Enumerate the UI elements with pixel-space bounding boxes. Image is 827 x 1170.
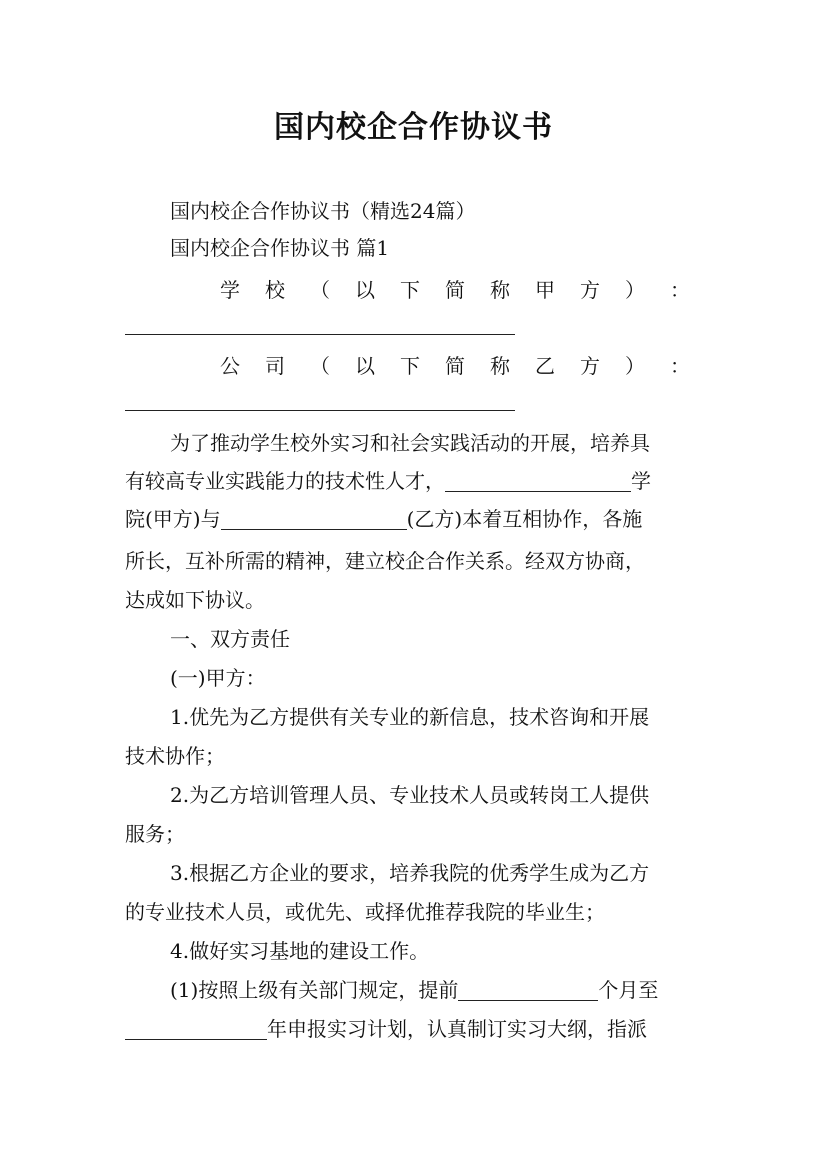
- party-b-char: 称: [490, 354, 510, 378]
- para1-line3: 院(甲方)与 (乙方)本着互相协作，各施: [125, 507, 643, 531]
- item1-line2: 技术协作；: [125, 744, 225, 768]
- para1-line2: 有较高专业实践能力的技术性人才， 学: [125, 469, 651, 493]
- para1-line1: 为了推动学生校外实习和社会实践活动的开展，培养具: [170, 431, 650, 455]
- party-a-char: 校: [265, 278, 285, 302]
- party-a-char: 下: [400, 278, 420, 302]
- item5-line1: (1)按照上级有关部门规定，提前 个月至: [170, 978, 659, 1002]
- party-b-char: ）: [625, 354, 645, 378]
- party-a-char: 以: [355, 278, 375, 302]
- year-blank: [125, 1017, 267, 1040]
- party-b-line: [220, 348, 690, 384]
- party-b-char: 下: [400, 354, 420, 378]
- party-a-char: （: [310, 278, 330, 302]
- party-b-char: 乙: [535, 354, 555, 378]
- party-b-char: （: [310, 354, 330, 378]
- item2-line2: 服务；: [125, 822, 185, 846]
- school-name-blank: [445, 469, 631, 492]
- party-b-char: 司: [265, 354, 285, 378]
- item3-line2: 的专业技术人员，或优先、或择优推荐我院的毕业生；: [125, 900, 605, 924]
- document-title: 国内校企合作协议书: [274, 110, 553, 145]
- item4-line: 4.做好实习基地的建设工作。: [170, 939, 430, 963]
- heading-responsibilities: 一、双方责任: [170, 627, 290, 651]
- item3-line1: 3.根据乙方企业的要求，培养我院的优秀学生成为乙方: [170, 861, 650, 885]
- item2-line1: 2.为乙方培训管理人员、专业技术人员或转岗工人提供: [170, 783, 650, 807]
- party-a-char: 学: [220, 278, 240, 302]
- para1-line5: 达成如下协议。: [125, 588, 265, 612]
- item5-line2: 年申报实习计划，认真制订实习大纲，指派: [125, 1011, 705, 1047]
- party-a-char: 称: [490, 278, 510, 302]
- heading-party-a: (一)甲方：: [170, 666, 266, 690]
- party-b-char: 公: [220, 354, 240, 378]
- party-a-char: ：: [670, 278, 690, 302]
- section-heading: 国内校企合作协议书 篇1: [170, 236, 390, 260]
- item1-line1: 1.优先为乙方提供有关专业的新信息，技术咨询和开展: [170, 705, 650, 729]
- para1-line4: 所长，互补所需的精神，建立校企合作关系。经双方协商，: [125, 549, 645, 573]
- party-a-char: 甲: [535, 278, 555, 302]
- party-a-line: [220, 272, 690, 308]
- party-a-char: 简: [445, 278, 465, 302]
- company-name-blank: [221, 507, 407, 530]
- party-a-blank: [125, 334, 515, 335]
- subtitle: 国内校企合作协议书（精选24篇）: [170, 199, 476, 223]
- party-b-char: 方: [580, 354, 600, 378]
- party-a-char: ）: [625, 278, 645, 302]
- months-blank: [458, 978, 598, 1001]
- party-b-blank: [125, 410, 515, 411]
- party-b-char: 以: [355, 354, 375, 378]
- party-a-char: 方: [580, 278, 600, 302]
- party-b-char: 简: [445, 354, 465, 378]
- party-b-char: ：: [670, 354, 690, 378]
